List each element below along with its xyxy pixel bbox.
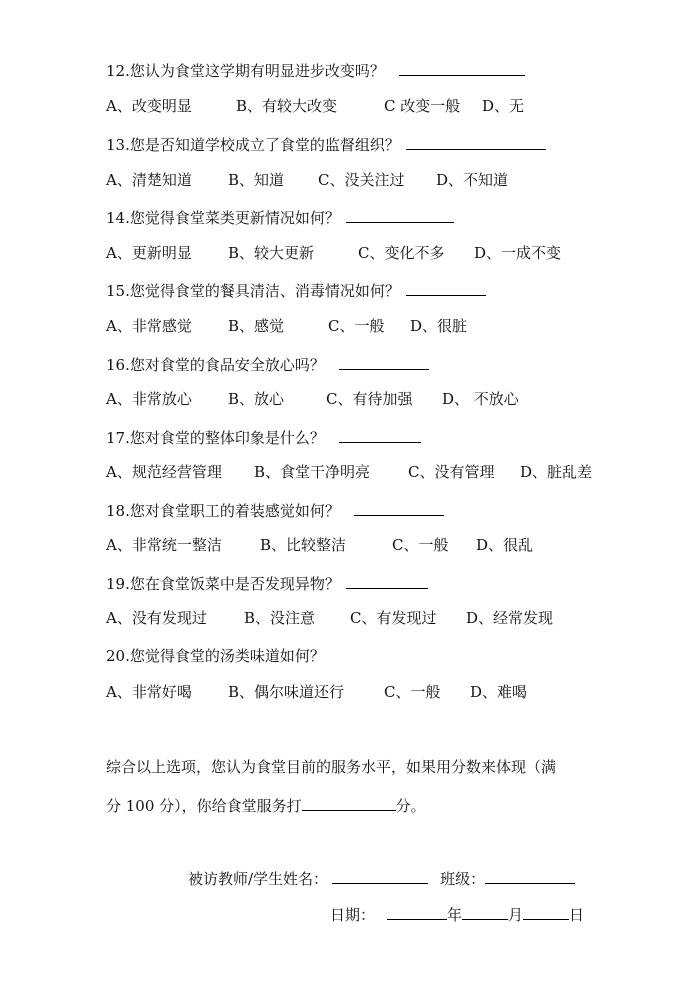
question-text: 14.您觉得食堂菜类更新情况如何？ bbox=[106, 209, 340, 227]
option-a[interactable]: A、非常放心 bbox=[106, 390, 192, 408]
question-text: 17.您对食堂的整体印象是什么？ bbox=[106, 429, 325, 447]
question-text: 19.您在食堂饭菜中是否发现异物？ bbox=[106, 575, 340, 593]
question-text: 16.您对食堂的食品安全放心吗？ bbox=[106, 356, 325, 374]
month-blank[interactable] bbox=[462, 903, 508, 920]
option-d[interactable]: D、经常发现 bbox=[466, 609, 554, 627]
question-text: 18.您对食堂职工的着装感觉如何？ bbox=[106, 502, 340, 520]
option-b[interactable]: B、没注意 bbox=[244, 609, 316, 627]
summary-line-1: 综合以上选项，您认为食堂目前的服务水平，如果用分数来体现（满 bbox=[106, 758, 557, 776]
option-d[interactable]: D、无 bbox=[482, 97, 525, 115]
option-c[interactable]: C、有发现过 bbox=[350, 609, 437, 627]
option-a[interactable]: A、没有发现过 bbox=[106, 609, 207, 627]
question-text: 15.您觉得食堂的餐具清洁、消毒情况如何？ bbox=[106, 282, 400, 300]
option-a[interactable]: A、改变明显 bbox=[106, 97, 192, 115]
options-15 bbox=[106, 316, 467, 336]
month-label: 月 bbox=[508, 906, 524, 924]
year-label: 年 bbox=[447, 906, 463, 924]
answer-blank[interactable] bbox=[346, 572, 428, 589]
options-17 bbox=[106, 462, 592, 482]
question-18 bbox=[106, 499, 444, 521]
option-d[interactable]: D、 不放心 bbox=[442, 390, 519, 408]
option-c[interactable]: C、一般 bbox=[384, 683, 441, 701]
question-12 bbox=[106, 59, 525, 81]
option-a[interactable]: A、规范经营管理 bbox=[106, 463, 222, 481]
option-c[interactable]: C、一般 bbox=[392, 536, 449, 554]
summary-line-2 bbox=[106, 794, 426, 816]
answer-blank[interactable] bbox=[399, 59, 525, 76]
options-16 bbox=[106, 389, 519, 409]
question-16 bbox=[106, 353, 429, 375]
answer-blank[interactable] bbox=[406, 133, 546, 150]
day-label: 日 bbox=[569, 906, 585, 924]
name-blank[interactable] bbox=[332, 867, 428, 884]
question-text: 13.您是否知道学校成立了食堂的监督组织？ bbox=[106, 136, 400, 154]
answer-blank[interactable] bbox=[354, 499, 444, 516]
option-c[interactable]: C、没关注过 bbox=[318, 171, 405, 189]
option-a[interactable]: A、非常统一整洁 bbox=[106, 536, 222, 554]
date-line bbox=[330, 903, 584, 925]
option-a[interactable]: A、更新明显 bbox=[106, 244, 192, 262]
option-a[interactable]: A、清楚知道 bbox=[106, 171, 192, 189]
option-b[interactable]: B、感觉 bbox=[228, 317, 285, 335]
option-c[interactable]: C、一般 bbox=[328, 317, 385, 335]
option-d[interactable]: D、难喝 bbox=[470, 683, 528, 701]
answer-blank[interactable] bbox=[346, 206, 454, 223]
name-label: 被访教师/学生姓名： bbox=[188, 870, 329, 888]
answer-blank[interactable] bbox=[339, 353, 429, 370]
year-blank[interactable] bbox=[387, 903, 447, 920]
class-label: 班级： bbox=[440, 870, 486, 888]
option-d[interactable]: D、很乱 bbox=[476, 536, 534, 554]
option-b[interactable]: B、偶尔味道还行 bbox=[228, 683, 345, 701]
respondent-line bbox=[188, 867, 575, 889]
option-d[interactable]: D、很脏 bbox=[410, 317, 468, 335]
options-13 bbox=[106, 170, 508, 190]
class-blank[interactable] bbox=[485, 867, 575, 884]
options-12 bbox=[106, 96, 524, 116]
question-17 bbox=[106, 426, 421, 448]
question-20 bbox=[106, 646, 325, 666]
option-d[interactable]: D、一成不变 bbox=[474, 244, 562, 262]
option-c[interactable]: C、没有管理 bbox=[408, 463, 495, 481]
option-c[interactable]: C、变化不多 bbox=[358, 244, 445, 262]
option-a[interactable]: A、非常好喝 bbox=[106, 683, 192, 701]
score-blank[interactable] bbox=[302, 794, 396, 811]
question-14 bbox=[106, 206, 454, 228]
option-d[interactable]: D、脏乱差 bbox=[520, 463, 593, 481]
option-b[interactable]: B、食堂干净明亮 bbox=[254, 463, 371, 481]
question-text: 12.您认为食堂这学期有明显进步改变吗？ bbox=[106, 62, 385, 80]
options-18 bbox=[106, 535, 533, 555]
options-20 bbox=[106, 682, 527, 702]
summary-suffix: 分。 bbox=[395, 797, 426, 815]
option-b[interactable]: B、较大更新 bbox=[228, 244, 315, 262]
question-15 bbox=[106, 279, 486, 301]
option-b[interactable]: B、知道 bbox=[228, 171, 285, 189]
option-c[interactable]: C、有待加强 bbox=[326, 390, 413, 408]
options-14 bbox=[106, 243, 561, 263]
answer-blank[interactable] bbox=[406, 279, 486, 296]
option-b[interactable]: B、有较大改变 bbox=[236, 97, 338, 115]
option-b[interactable]: B、放心 bbox=[228, 390, 285, 408]
option-b[interactable]: B、比较整洁 bbox=[260, 536, 347, 554]
day-blank[interactable] bbox=[523, 903, 569, 920]
summary-prefix: 分 100 分），你给食堂服务打 bbox=[106, 797, 302, 815]
question-19 bbox=[106, 572, 428, 594]
option-d[interactable]: D、不知道 bbox=[436, 171, 509, 189]
option-c[interactable]: C 改变一般 bbox=[384, 97, 461, 115]
question-13 bbox=[106, 133, 546, 155]
question-text: 20.您觉得食堂的汤类味道如何？ bbox=[106, 647, 325, 665]
date-label: 日期： bbox=[330, 906, 376, 924]
answer-blank[interactable] bbox=[339, 426, 421, 443]
option-a[interactable]: A、非常感觉 bbox=[106, 317, 192, 335]
options-19 bbox=[106, 608, 553, 628]
